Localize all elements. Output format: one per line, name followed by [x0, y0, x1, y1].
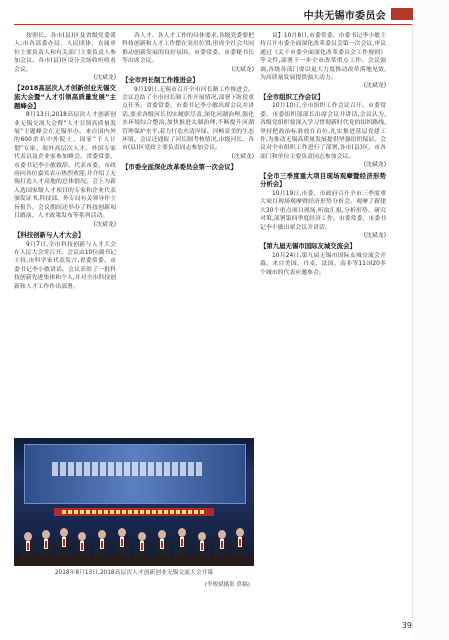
section-heading: 【全市组织工作会议】 — [260, 92, 324, 101]
photo-credit: (李俊斌摄影 供稿) — [204, 582, 250, 588]
text-column-2 — [122, 32, 254, 440]
conference-photo — [14, 438, 254, 566]
source-note: (沈斌龙) — [93, 221, 116, 228]
text-column-3 — [260, 32, 386, 622]
header-rule — [14, 24, 413, 25]
source-note: (沈斌龙) — [363, 162, 386, 169]
running-head-accent-bar — [391, 8, 413, 20]
paragraph: 9月7日,全市科技创新与人才大会在人民大会堂召开。会议由10位副书记主持,市科学家代表发言,省委常委、市委书记李小敏讲话。会议表彰了一批科技创新先进集体和个人,并对全市科技创新和人才工作作出部署。 — [14, 241, 116, 290]
source-note: (沈斌龙) — [231, 66, 254, 73]
paragraph: 8月13日,2018高层次人才创新创业无锡交流大会暨“人才引领高质量发展”主题峰会在无锡举办。来自国内外的600余名中外院士、国家“千人计划”专家、海外高层次人才、外国专家代表以及企业家参加峰会。省委常委、市委书记李小敏致辞。代表市委、市政府向各位嘉宾表示热烈欢迎,并介绍了无锡打造人才高地的总体情况。会上为新入选国家级人才项目的专家和企业代表颁发证书,科技部、外专局有关领导作主旨报告。会议期间还举办了科技创新项目路演、人才政策发布等系列活动。 — [14, 112, 116, 220]
running-head-title: 中共无锡市委员会 — [303, 10, 386, 22]
section-heading: 【科技创新与人才大会】 — [14, 230, 85, 239]
banner-lettering — [62, 510, 206, 514]
backdrop-lettering — [52, 462, 202, 476]
section-heading: 【市委全面深化改革委员会第一次会议】 — [122, 163, 238, 172]
paragraph: 10月19日,市委、市政府召开全市三季度重大项目现场观摩暨经济形势分析会。观摩了新建大30个重点项目现场,听取汇报,分析形势、研究对策,部署第四季度经济工作。市委常委、市委书记李小敏出席会议并讲话。 — [260, 190, 386, 231]
page-number: 39 — [401, 621, 412, 630]
source-note: (沈斌龙) — [363, 83, 386, 90]
photo-caption: 2018年8月13日,2018高层次人才创新创业无锡交流大会开幕 — [54, 570, 214, 576]
running-head — [304, 4, 413, 24]
section-heading: 【全市河长制工作推进会】 — [122, 76, 199, 85]
source-note: (沈斌龙) — [231, 153, 254, 160]
section-heading: 【第九届无锡市国际友城交流会】 — [260, 242, 356, 251]
paragraph: 各人才、各人才工作的具体要求,各级党委要把科技创新和人才工作摆在突出位置,形成全社会共同推动创新发展的良好氛围。市委常委、市委秘书长等出席会议。 — [122, 33, 254, 65]
right-margin-strip — [413, 0, 449, 640]
stage-floor — [14, 556, 254, 566]
source-note: (沈斌龙) — [93, 75, 116, 82]
section-heading: 【全市三季度重大项目现场观摩暨经济形势分析会】 — [260, 171, 386, 189]
paragraph: 9月19日,无锡市召开全市河长制工作推进会。会议总结了全市河长制工作开展情况,部署下阶段重点任务。省委常委、市委书记李小敏出席会议并讲话,要求各级河长切实履职尽责,深化河湖治理,强化水环境综合整治,加快推进太湖治理,不断提升河湖管理保护水平,着力打造水清岸绿、河畅景美的生态环境。会议还通报了河长制考核情况,市级河长、各市(县)区党政主要负责同志参加会议。 — [122, 86, 254, 152]
paragraph: 10月24日,第九届无锡市国际友城交流会开幕。来自美国、丹麦、法国、南非等11国20多个城市的代表应邀参会。 — [260, 252, 386, 276]
paragraph: 议】10月8日,市委常委、市委书记李小敏主持召开市委全面深化改革委员会第一次会议,审议通过《关于市委全面深化改革委员会工作规则》等文件,部署下一步全市改革重点工作。会议强调,各级各部门要以更大力度推动改革落地见效,为高质量发展提供强大动力。 — [260, 33, 386, 82]
section-heading: 【2018高层次人才创新创业无锡交流大会暨“人才引领高质量发展”主题峰会】 — [14, 84, 116, 110]
paragraph: 10月10日,全市组织工作会议召开。市委常委、市委组织部部长出席会议并讲话,会议认为,各级党组织要深入学习贯彻新时代党的组织路线,坚持把政治标准放在首位,扎实推进基层党建工作,为推动无锡高质量发展提供坚强组织保证。会议对全市组织工作进行了部署,各市(县)区、市各部门和单位主要负责同志参加会议。 — [260, 103, 386, 160]
paragraph: 按照长、各市(县)区及省级党委派人;市各部委办局、人民团体、直属单位主要负责人和有关部门主要负责人参加会议。各市(县)区设分会场收听收看会议。 — [14, 33, 116, 73]
source-note: (沈斌龙) — [363, 232, 386, 239]
text-column-1 — [14, 32, 116, 440]
